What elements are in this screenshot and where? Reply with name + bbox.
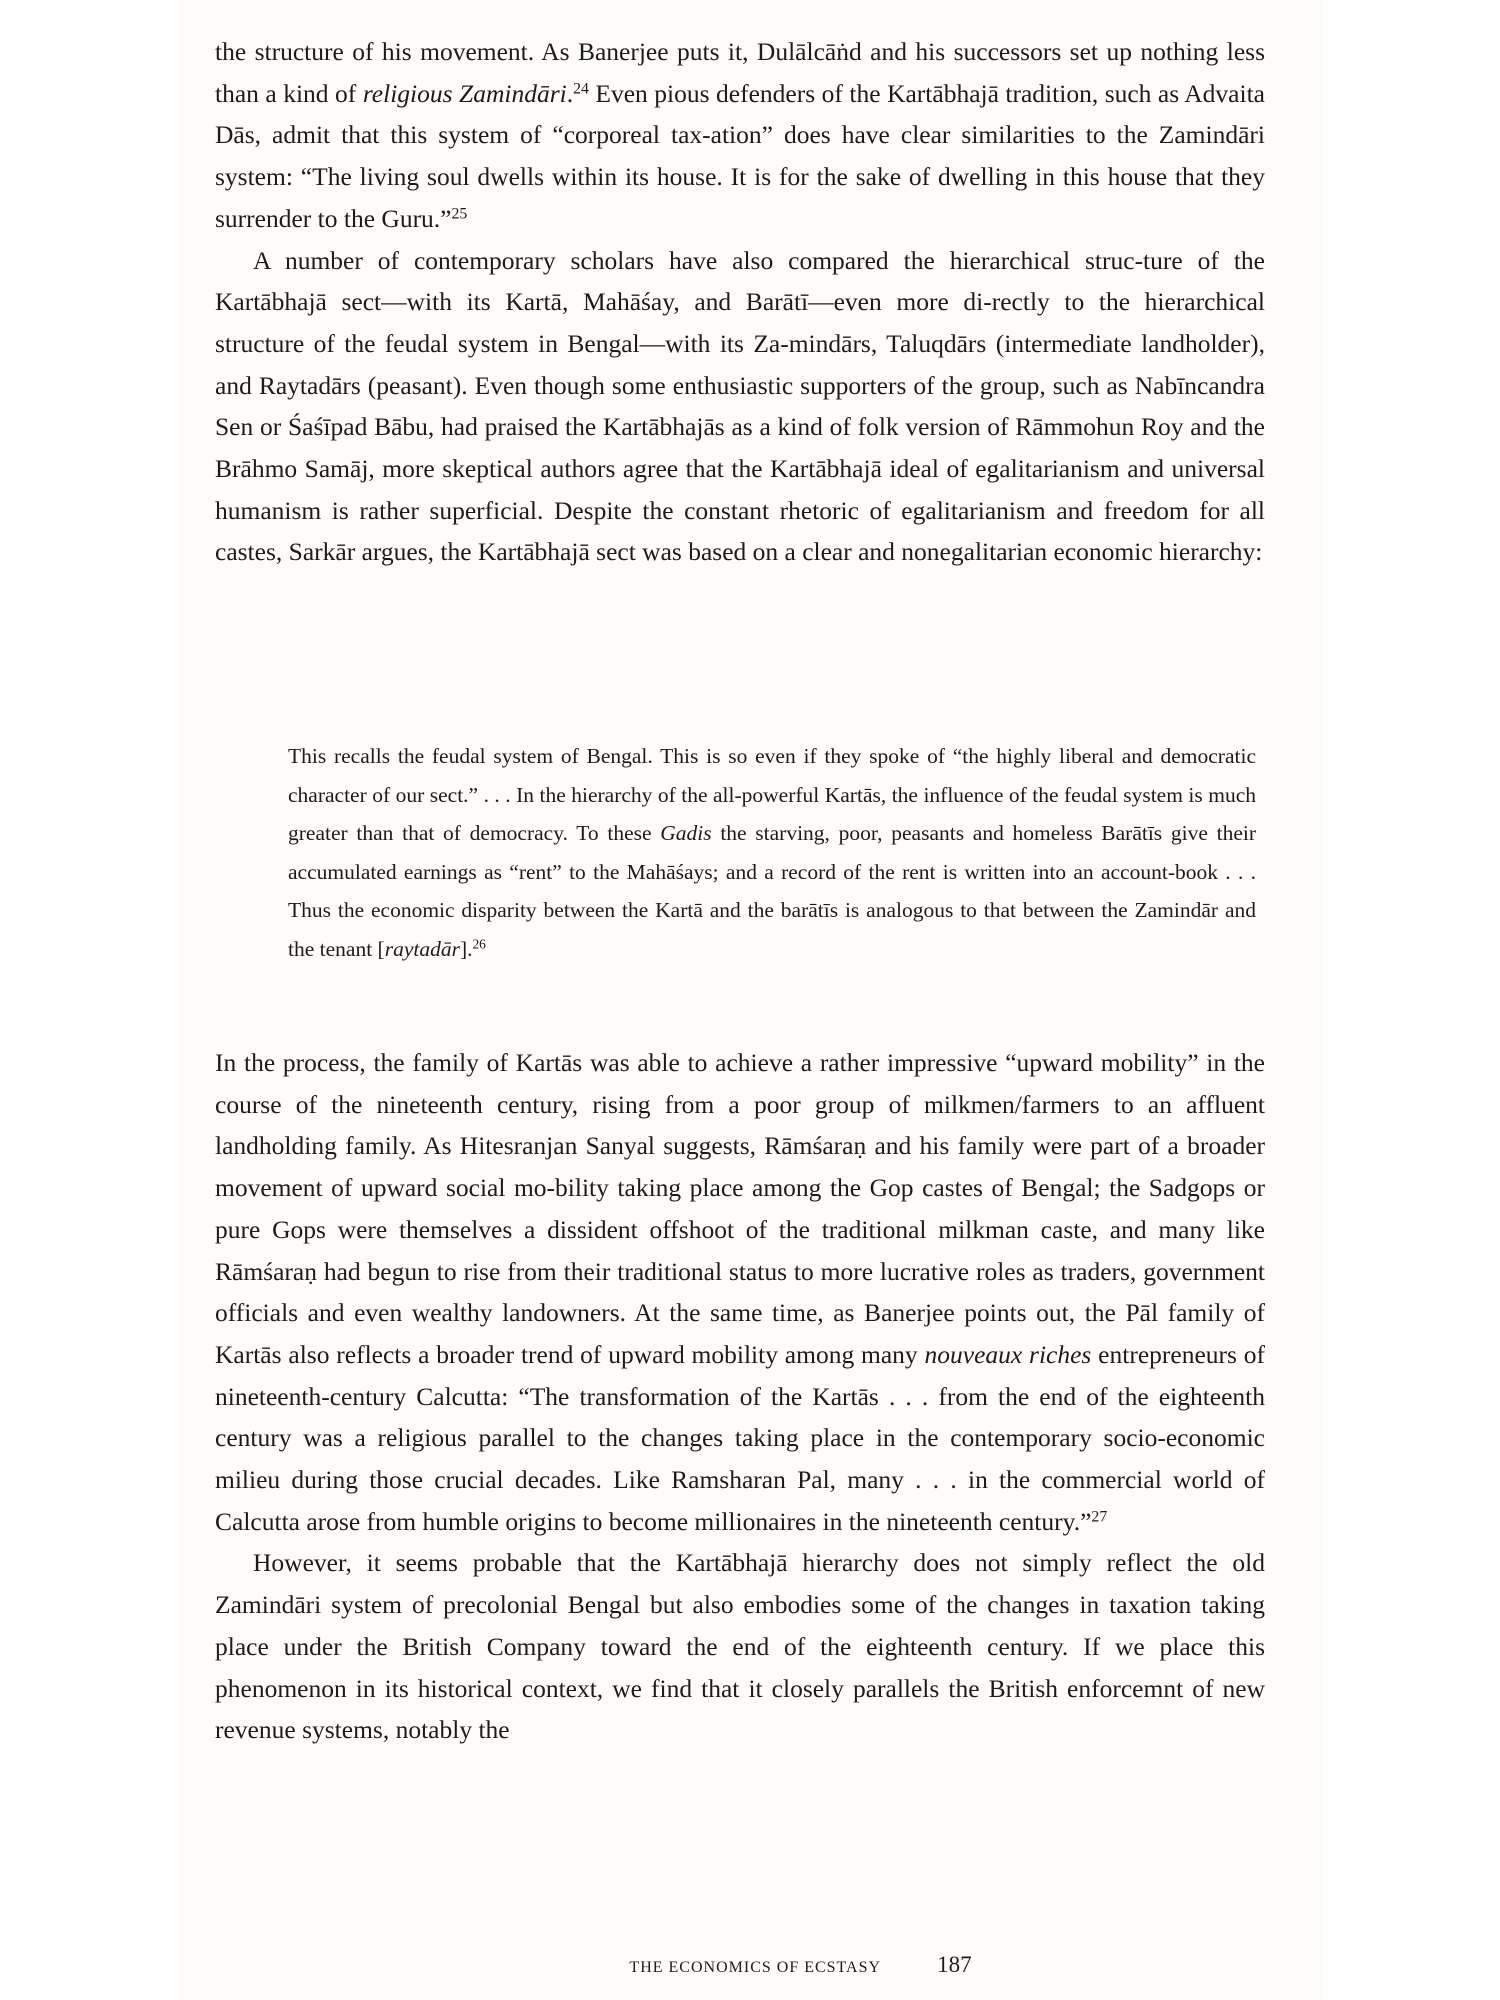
body-text-upper: [215, 31, 1265, 573]
running-head: THE ECONOMICS OF ECSTASY: [629, 1959, 882, 1976]
footnote-ref: 27: [1091, 1508, 1108, 1526]
paragraph-4: However, it seems probable that the Kartābhajā hierarchy does not simply reflect the old Zamindāri system of precolonial Bengal but also embodies some of the changes in taxation taking place under the British Company toward the end of the eighteenth century. If we place this phenomenon in its historical context, we find that it closely parallels the British enforcemnt of new revenue systems, notably the: [215, 1548, 1265, 1745]
italic-term: nouveaux riches: [924, 1339, 1092, 1369]
italic-term: raytadār: [384, 936, 460, 961]
footnote-ref: 25: [451, 205, 468, 223]
page-number: 187: [937, 1952, 972, 1977]
paragraph-1: the structure of his movement. As Banerjee puts it, Dulālcāṅd and his successors set up nothing less than a kind of religious Zamindāri.$^{24}$ Even pious defenders of the Kartābhajā tradition, such as Advaita Dās, admit that this system of “corporeal tax-ation” does have clear similarities to the Zamindāri system: “The living soul dwells within its house. It is for the sake of dwelling in this house that they surrender to the Guru.”$^{25}$: [215, 37, 1265, 233]
italic-term: religious Zamindāri: [362, 78, 567, 108]
footnote-ref: 26: [472, 936, 486, 952]
page-footer: [178, 1952, 1323, 1978]
italic-term: Gadis: [660, 821, 712, 845]
footnote-ref: 24: [573, 80, 589, 98]
paragraph-2: A number of contemporary scholars have also compared the hierarchical struc-ture of the Kartābhajā sect—with its Kartā, Mahāśay, and Barātī—even more di-rectly to the hierarchical structure of the feudal system in Bengal—with its Za-mindārs, Taluqdārs (intermediate landholder), and Raytadārs (peasant). Even though some enthusiastic supporters of the group, such as Nabīncandra Sen or Śaśīpad Bābu, had praised the Kartābhajās as a kind of folk version of Rāmmohun Roy and the Brāhmo Samāj, more skeptical authors agree that the Kartābhajā ideal of egalitarianism and universal humanism is rather superficial. Despite the constant rhetoric of egalitarianism and freedom for all castes, Sarkār argues, the Kartābhajā sect was based on a clear and nonegalitarian economic hierarchy:: [215, 245, 1265, 567]
block-quote: This recalls the feudal system of Bengal. This is so even if they spoke of “the highly liberal and democratic character of our sect.” . . . In the hierarchy of the all-powerful Kartās, the influence of the feudal system is much greater than that of democracy. To these Gadis the starving, poor, peasants and homeless Barātīs give their accumulated earnings as “rent” to the Mahāśays; and a record of the rent is written into an account-book . . . Thus the economic disparity between the Kartā and the barātīs is analogous to that between the Zamindār and the tenant [raytadār].$^{26}$: [288, 744, 1256, 961]
book-page: [178, 0, 1323, 2000]
paragraph-3: In the process, the family of Kartās was able to achieve a rather impressive “upward mobility” in the course of the nineteenth century, rising from a poor group of milkmen/farmers to an affluent landholding family. As Hitesranjan Sanyal suggests, Rāmśaraṇ and his family were part of a broader movement of upward social mo-bility taking place among the Gop castes of Bengal; the Sadgops or pure Gops were themselves a dissident offshoot of the traditional milkman caste, and many like Rāmśaraṇ had begun to rise from their traditional status to more lucrative roles as traders, government officials and even wealthy landowners. At the same time, as Banerjee points out, the Pāl family of Kartās also reflects a broader trend of upward mobility among many nouveaux riches entrepreneurs of nineteenth-century Calcutta: “The transformation of the Kartās . . . from the end of the eighteenth century was a religious parallel to the changes taking place in the contemporary socio-economic milieu during those crucial decades. Like Ramsharan Pal, many . . . in the commercial world of Calcutta arose from humble origins to become millionaires in the nineteenth century.”$^{27}$: [215, 1048, 1266, 1536]
body-text-lower: [215, 1042, 1265, 1751]
